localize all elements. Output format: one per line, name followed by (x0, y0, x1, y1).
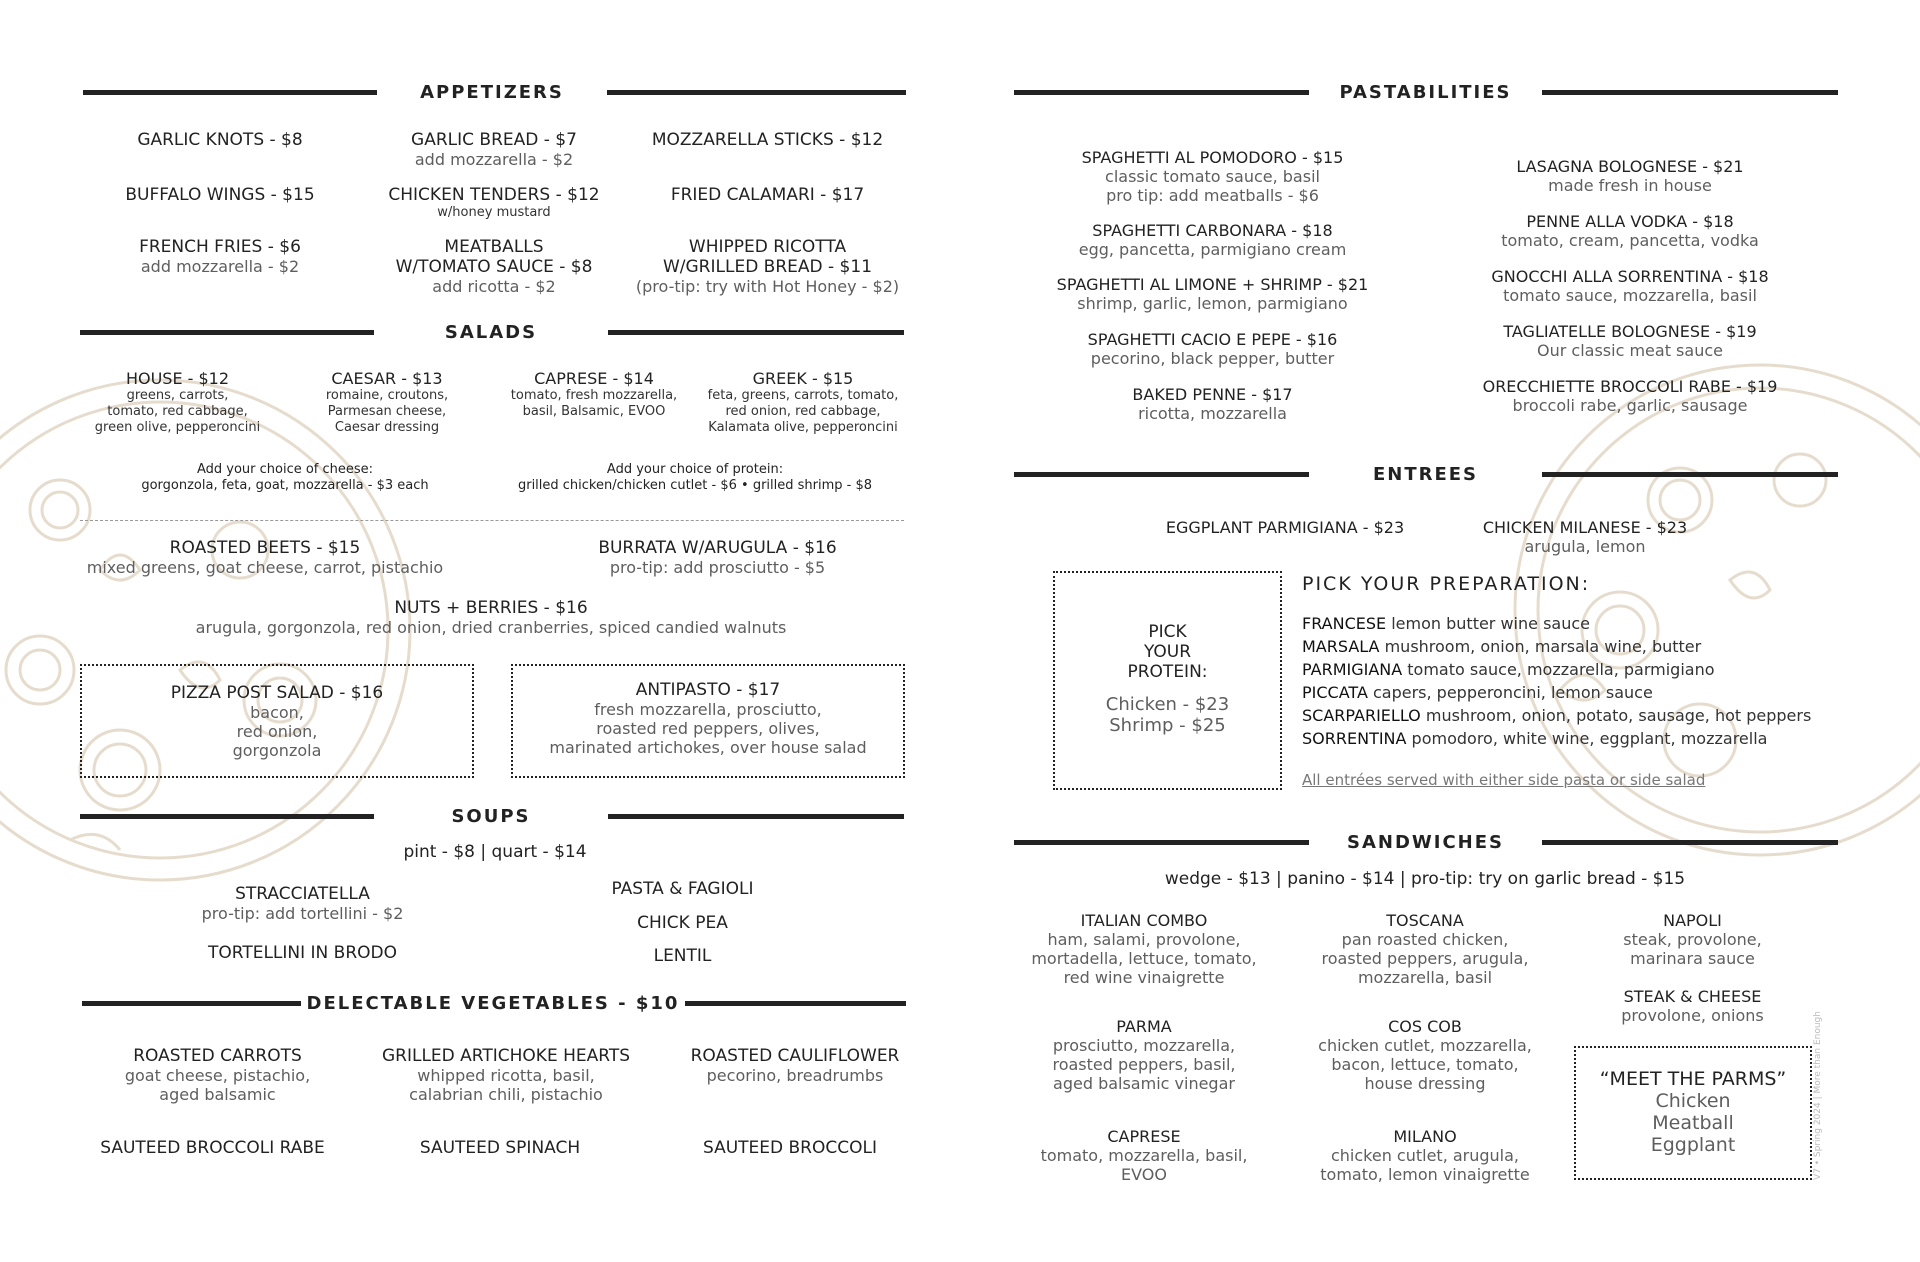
salad-item: ANTIPASTO - $17 fresh mozzarella, prosciutto, roasted red peppers, olives, marinated artichokes, over house salad (549, 680, 867, 757)
protein-addon: Add your choice of protein: grilled chicken/chicken cutlet - $6 • grilled shrimp - $8 (517, 462, 873, 493)
pasta-item: BAKED PENNE - $17 ricotta, mozzarella (1132, 385, 1293, 423)
menu-item: FRIED CALAMARI - $17 (670, 185, 865, 205)
salad-item: NUTS + BERRIES - $16 arugula, gorgonzola, red onion, dried cranberries, spiced candied walnuts (195, 598, 787, 637)
sandwich-item: MILANO chicken cutlet, arugula, tomato, lemon vinaigrette (1320, 1127, 1530, 1184)
pasta-item: TAGLIATELLE BOLOGNESE - $19 Our classic meat sauce (1503, 322, 1757, 360)
vegetable-item: SAUTEED BROCCOLI RABE (100, 1138, 325, 1158)
divider (80, 520, 904, 521)
soup-item: TORTELLINI IN BRODO (207, 943, 398, 963)
soup-item: CHICK PEA (637, 913, 728, 933)
prep-row: PARMIGIANA tomato sauce, mozzarella, parmigiano (1302, 660, 1715, 679)
salad-item: ROASTED BEETS - $15 mixed greens, goat cheese, carrot, pistachio (86, 538, 444, 577)
meet-the-parms: “MEET THE PARMS” Chicken Meatball Eggplant (1599, 1068, 1787, 1156)
pasta-item: SPAGHETTI AL LIMONE + SHRIMP - $21 shrimp, garlic, lemon, parmigiano (1056, 275, 1369, 313)
entree-footnote: All entrées served with either side pasta or side salad (1302, 771, 1706, 789)
soups-header (80, 804, 904, 828)
prep-row: SORRENTINA pomodoro, white wine, eggplant, mozzarella (1302, 729, 1768, 748)
soups-title: SOUPS (451, 805, 531, 827)
soup-item: STRACCIATELLA pro-tip: add tortellini - $2 (201, 884, 404, 923)
soup-item: LENTIL (653, 946, 712, 966)
salads-title: SALADS (444, 321, 538, 343)
soup-item: PASTA & FAGIOLI (611, 879, 754, 899)
sandwich-item: ITALIAN COMBO ham, salami, provolone, mortadella, lettuce, tomato, red wine vinaigrette (1031, 911, 1257, 987)
menu-item: GARLIC KNOTS - $8 (137, 130, 303, 150)
salad-item: HOUSE - $12 greens, carrots, tomato, red cabbage, green olive, pepperoncini (94, 369, 261, 435)
menu-item: FRENCH FRIES - $6 add mozzarella - $2 (139, 237, 301, 276)
soup-pricing: pint - $8 | quart - $14 (403, 842, 587, 862)
prep-title: PICK YOUR PREPARATION: (1302, 573, 1591, 595)
appetizers-header (83, 80, 906, 104)
vegetable-item: ROASTED CARROTS goat cheese, pistachio, aged balsamic (124, 1046, 311, 1104)
vegetables-title: DELECTABLE VEGETABLES - $10 (306, 992, 680, 1014)
protein-options: PICK YOUR PROTEIN: Chicken - $23 Shrimp - $25 (1105, 622, 1230, 736)
pasta-item: SPAGHETTI AL POMODORO - $15 classic tomato sauce, basil pro tip: add meatballs - $6 (1081, 148, 1344, 205)
sandwiches-title: SANDWICHES (1347, 831, 1504, 853)
menu-item: BUFFALO WINGS - $15 (125, 185, 315, 205)
sandwich-item: STEAK & CHEESE provolone, onions (1621, 987, 1764, 1025)
salad-item: CAESAR - $13 romaine, croutons, Parmesan cheese, Caesar dressing (325, 369, 449, 435)
sandwich-pricing: wedge - $13 | panino - $14 | pro-tip: try on garlic bread - $15 (1164, 869, 1686, 889)
sandwich-item: PARMA prosciutto, mozzarella, roasted peppers, basil, aged balsamic vinegar (1052, 1017, 1236, 1093)
vegetables-header (82, 991, 906, 1015)
preparation-list (1302, 612, 1811, 750)
salad-item: GREEK - $15 feta, greens, carrots, tomato, red onion, red cabbage, Kalamata olive, pepperoncini (707, 369, 899, 435)
prep-row: PICCATA capers, pepperoncini, lemon sauce (1302, 683, 1653, 702)
vegetable-item: ROASTED CAULIFLOWER pecorino, breadrumbs (690, 1046, 900, 1085)
pasta-item: GNOCCHI ALLA SORRENTINA - $18 tomato sauce, mozzarella, basil (1491, 267, 1769, 305)
sandwich-item: COS COB chicken cutlet, mozzarella, bacon, lettuce, tomato, house dressing (1318, 1017, 1532, 1093)
pasta-item: LASAGNA BOLOGNESE - $21 made fresh in house (1516, 157, 1744, 195)
sandwich-item: NAPOLI steak, provolone, marinara sauce (1623, 911, 1762, 968)
salad-item: BURRATA W/ARUGULA - $16 pro-tip: add prosciutto - $5 (598, 538, 837, 577)
entree-item: EGGPLANT PARMIGIANA - $23 (1165, 518, 1405, 537)
pasta-item: SPAGHETTI CACIO E PEPE - $16 pecorino, black pepper, butter (1087, 330, 1338, 368)
vegetable-item: GRILLED ARTICHOKE HEARTS whipped ricotta, basil, calabrian chili, pistachio (381, 1046, 630, 1104)
sandwiches-header (1014, 830, 1838, 854)
menu-item: CHICKEN TENDERS - $12 w/honey mustard (388, 185, 600, 220)
sandwich-item: CAPRESE tomato, mozzarella, basil, EVOO (1040, 1127, 1248, 1184)
vegetable-item: SAUTEED BROCCOLI (702, 1138, 877, 1158)
vegetable-item: SAUTEED SPINACH (419, 1138, 581, 1158)
entrees-header (1014, 462, 1838, 486)
appetizers-title: APPETIZERS (420, 81, 564, 103)
cheese-addon: Add your choice of cheese: gorgonzola, feta, goat, mozzarella - $3 each (141, 462, 429, 493)
prep-row: FRANCESE lemon butter wine sauce (1302, 614, 1590, 633)
pasta-item: PENNE ALLA VODKA - $18 tomato, cream, pancetta, vodka (1501, 212, 1759, 250)
menu-item: WHIPPED RICOTTA W/GRILLED BREAD - $11 (pro-tip: try with Hot Honey - $2) (635, 237, 900, 296)
pasta-item: SPAGHETTI CARBONARA - $18 egg, pancetta, parmigiano cream (1078, 221, 1347, 259)
pastabilities-title: PASTABILITIES (1339, 81, 1512, 103)
prep-row: SCARPARIELLO mushroom, onion, potato, sausage, hot peppers (1302, 706, 1812, 725)
menu-item: GARLIC BREAD - $7 add mozzarella - $2 (411, 130, 577, 169)
salads-header (80, 320, 904, 344)
pastabilities-header (1014, 80, 1838, 104)
entree-item: CHICKEN MILANESE - $23 arugula, lemon (1482, 518, 1688, 556)
menu-item: MOZZARELLA STICKS - $12 (651, 130, 884, 150)
menu-item: MEATBALLS W/TOMATO SAUCE - $8 add ricotta - $2 (395, 237, 593, 296)
sandwich-item: TOSCANA pan roasted chicken, roasted peppers, arugula, mozzarella, basil (1321, 911, 1529, 987)
salad-item: PIZZA POST SALAD - $16 bacon, red onion, gorgonzola (170, 683, 384, 760)
entrees-title: ENTREES (1372, 463, 1479, 485)
version-note: V7 • Spring 2024 | More than Enough (1813, 1011, 1823, 1180)
prep-row: MARSALA mushroom, onion, marsala wine, butter (1302, 637, 1702, 656)
pasta-item: ORECCHIETTE BROCCOLI RABE - $19 broccoli rabe, garlic, sausage (1482, 377, 1778, 415)
salad-item: CAPRESE - $14 tomato, fresh mozzarella, basil, Balsamic, EVOO (510, 369, 678, 419)
